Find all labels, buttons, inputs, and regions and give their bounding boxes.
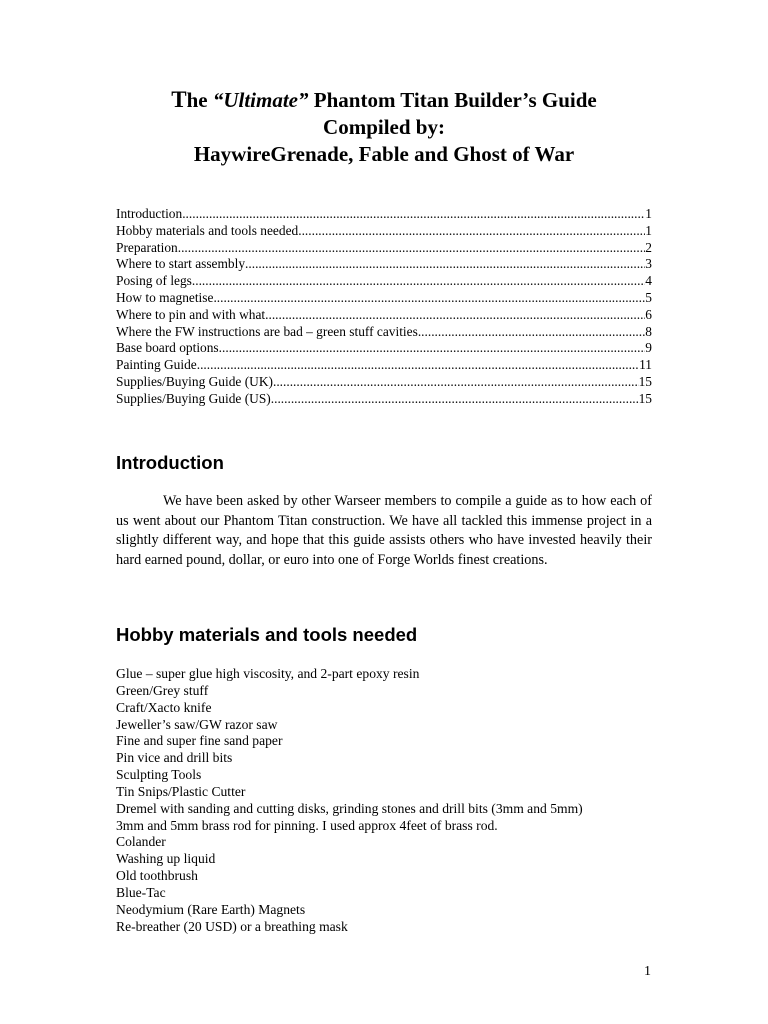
toc-entry[interactable] [116, 256, 652, 273]
title-line-3: HaywireGrenade, Fable and Ghost of War [193, 142, 575, 166]
title-line-1: The “Ultimate” Phantom Titan Builder’s Guide [171, 87, 597, 112]
toc-leader-dots [178, 240, 646, 257]
list-item: Neodymium (Rare Earth) Magnets [116, 901, 306, 917]
toc-entry-title: Where the FW instructions are bad – green stuff cavities [116, 323, 418, 339]
toc-entry-title: Base board options [116, 340, 219, 356]
toc-leader-dots [219, 340, 646, 357]
list-item: Blue-Tac [116, 884, 166, 900]
toc-entry-title: Hobby materials and tools needed [116, 222, 299, 238]
toc-leader-dots [418, 324, 645, 341]
toc-entry-title: How to magnetise [116, 289, 214, 305]
toc-entry-page: 8 [645, 323, 652, 339]
list-item: Re-breather (20 USD) or a breathing mask [116, 918, 348, 934]
toc-entry-page: 3 [645, 256, 652, 272]
list-item: Sculpting Tools [116, 767, 202, 783]
toc-entry[interactable] [116, 374, 652, 391]
list-item: Washing up liquid [116, 851, 216, 867]
list-item: Tin Snips/Plastic Cutter [116, 783, 246, 799]
toc-entry[interactable] [116, 206, 652, 223]
toc-entry-title: Posing of legs [116, 273, 192, 289]
hobby-materials-list [116, 666, 676, 936]
page-number: 1 [644, 964, 651, 979]
toc-entry-page: 1 [645, 222, 652, 238]
toc-entry[interactable] [116, 324, 652, 341]
toc-entry-title: Introduction [116, 206, 183, 221]
toc-entry-page: 1 [645, 206, 652, 221]
table-of-contents [116, 206, 652, 408]
toc-leader-dots [213, 290, 645, 307]
toc-entry-page: 15 [638, 373, 652, 389]
toc-entry[interactable] [116, 223, 652, 240]
toc-leader-dots [182, 206, 645, 223]
toc-leader-dots [273, 374, 639, 391]
toc-entry-page: 2 [645, 239, 652, 255]
toc-entry-page: 5 [645, 289, 652, 305]
toc-entry[interactable] [116, 240, 652, 257]
title-emphasis: “Ultimate” [212, 88, 309, 112]
toc-leader-dots [265, 307, 645, 324]
toc-entry-title: Where to start assembly [116, 256, 246, 272]
list-item: Old toothbrush [116, 868, 198, 884]
toc-leader-dots [245, 256, 645, 273]
toc-entry-title: Supplies/Buying Guide (US) [116, 390, 271, 406]
list-item: Pin vice and drill bits [116, 750, 233, 766]
toc-entry[interactable] [116, 340, 652, 357]
toc-entry-page: 6 [645, 306, 652, 322]
toc-entry-page: 11 [639, 357, 652, 373]
toc-entry-title: Painting Guide [116, 357, 197, 373]
toc-entry[interactable] [116, 357, 652, 374]
list-item: Green/Grey stuff [116, 682, 209, 698]
toc-entry-title: Where to pin and with what [116, 306, 266, 322]
list-item: Glue – super glue high viscosity, and 2-part epoxy resin [116, 666, 420, 681]
toc-entry-title: Preparation [116, 239, 178, 255]
toc-leader-dots [197, 357, 639, 374]
toc-entry-title: Supplies/Buying Guide (UK) [116, 373, 273, 389]
toc-leader-dots [271, 391, 639, 408]
toc-entry-page: 4 [645, 273, 652, 289]
toc-entry-page: 15 [638, 390, 652, 406]
document-title [0, 86, 768, 168]
list-item: Fine and super fine sand paper [116, 733, 283, 749]
introduction-heading: Introduction [116, 452, 224, 473]
list-item: 3mm and 5mm brass rod for pinning. I used approx 4feet of brass rod. [116, 817, 498, 833]
introduction-paragraph: We have been asked by other Warseer members to compile a guide as to how each of us went about our Phantom Titan construction. We have all tackled this immense project in a slightly different way, and hope that this guide assists others who have invested heavily their hard earned pound, dollar, or euro into one of Forge Worlds finest creations. [116, 493, 652, 568]
toc-entry[interactable] [116, 391, 652, 408]
toc-entry[interactable] [116, 290, 652, 307]
list-item: Craft/Xacto knife [116, 699, 212, 715]
hobby-materials-heading: Hobby materials and tools needed [116, 624, 418, 645]
toc-entry[interactable] [116, 273, 652, 290]
toc-leader-dots [192, 273, 645, 290]
list-item: Jeweller’s saw/GW razor saw [116, 716, 278, 732]
toc-leader-dots [298, 223, 645, 240]
list-item: Dremel with sanding and cutting disks, grinding stones and drill bits (3mm and 5mm) [116, 800, 583, 816]
toc-entry-page: 9 [645, 340, 652, 356]
toc-entry[interactable] [116, 307, 652, 324]
list-item: Colander [116, 834, 166, 850]
title-line-2: Compiled by: [323, 115, 445, 139]
